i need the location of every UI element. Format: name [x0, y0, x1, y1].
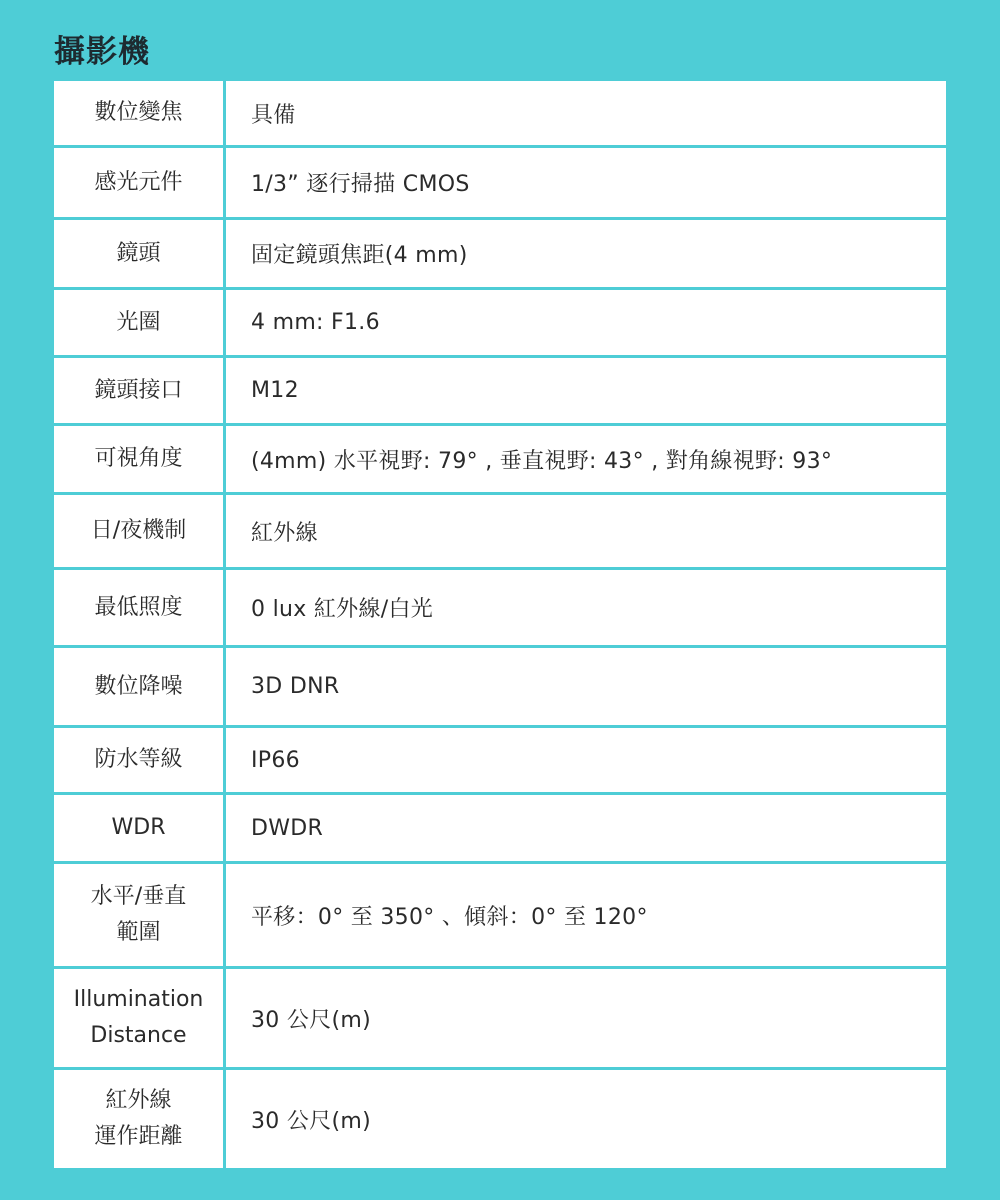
spec-label-line: 鏡頭 — [116, 240, 161, 266]
spec-label — [54, 728, 223, 792]
spec-label — [54, 290, 223, 355]
spec-label-line: 數位變焦 — [94, 100, 183, 125]
table-row — [54, 495, 946, 567]
table-row — [54, 1070, 946, 1168]
table-row — [54, 358, 946, 423]
table-row — [54, 148, 946, 217]
spec-value: 1/3” 逐行掃描 CMOS — [226, 148, 946, 217]
spec-value: 3D DNR — [226, 648, 946, 725]
spec-table — [54, 81, 946, 1171]
spec-label-line: 運作距離 — [94, 1124, 183, 1149]
spec-value: 平移：0° 至 350° 、傾斜：0° 至 120° — [226, 864, 946, 966]
spec-label-line: 日/夜機制 — [90, 518, 187, 543]
spec-label — [54, 148, 223, 217]
table-row — [54, 795, 946, 861]
table-row — [54, 290, 946, 355]
table-row — [54, 864, 946, 966]
spec-label — [54, 1070, 223, 1168]
table-row — [54, 426, 946, 492]
spec-value: IP66 — [226, 728, 946, 792]
spec-value: 具備 — [226, 81, 946, 145]
spec-value: 4 mm: F1.6 — [226, 290, 946, 355]
spec-label-line: WDR — [111, 815, 166, 840]
spec-value: 紅外線 — [226, 495, 946, 567]
spec-label — [54, 795, 223, 861]
table-row — [54, 570, 946, 645]
page-title: 攝影機 — [54, 34, 150, 70]
spec-value: (4mm) 水平視野: 79° , 垂直視野: 43° , 對角線視野: 93° — [226, 426, 946, 492]
spec-label — [54, 969, 223, 1067]
table-row — [54, 728, 946, 792]
spec-value: 30 公尺(m) — [226, 1070, 946, 1168]
table-row — [54, 969, 946, 1067]
table-row — [54, 81, 946, 145]
spec-value: 0 lux 紅外線/白光 — [226, 570, 946, 645]
spec-label — [54, 570, 223, 645]
spec-label-line: 鏡頭接口 — [94, 377, 183, 403]
spec-label — [54, 648, 223, 725]
spec-label — [54, 864, 223, 966]
spec-value: DWDR — [226, 795, 946, 861]
spec-label-line: 水平/垂直 — [90, 884, 187, 909]
spec-value: 30 公尺(m) — [226, 969, 946, 1067]
spec-label-line: 範圍 — [116, 920, 161, 945]
spec-value: 固定鏡頭焦距(4 mm) — [226, 220, 946, 287]
table-row — [54, 648, 946, 725]
spec-label — [54, 358, 223, 423]
spec-label — [54, 495, 223, 567]
spec-label — [54, 81, 223, 145]
spec-label-line: 感光元件 — [94, 169, 183, 195]
spec-label — [54, 220, 223, 287]
spec-label-line: 可視角度 — [94, 446, 183, 471]
spec-label-line: Illumination — [73, 987, 204, 1012]
spec-label-line: Distance — [90, 1023, 187, 1048]
spec-label-line: 光圈 — [116, 309, 161, 335]
table-row — [54, 220, 946, 287]
spec-label-line: 防水等級 — [94, 747, 183, 772]
spec-value: M12 — [226, 358, 946, 423]
spec-label-line: 數位降噪 — [94, 673, 183, 699]
spec-label-line: 最低照度 — [94, 594, 183, 620]
spec-label — [54, 426, 223, 492]
spec-label-line: 紅外線 — [105, 1088, 172, 1113]
